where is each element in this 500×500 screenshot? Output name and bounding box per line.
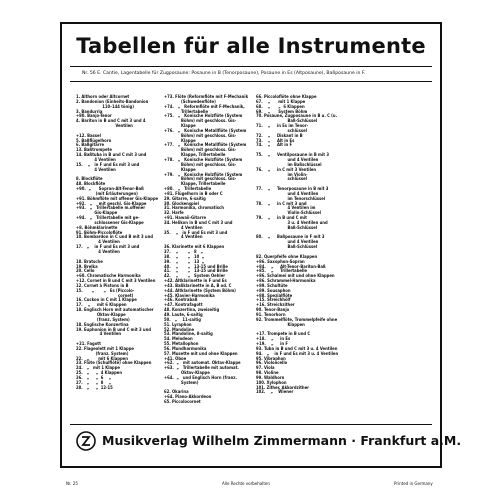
instrument-entry: 98. Violine — [256, 370, 279, 376]
instrument-entry: 15. „ in F und Es mit 3 und — [76, 161, 140, 167]
instrument-entry: 79. „ in B und C mit — [256, 215, 307, 221]
instrument-entry: 102. „ Wiener — [256, 389, 294, 395]
instrument-entry: 4 Ventilen — [76, 166, 116, 172]
instrument-entry: 52. Mandoline — [164, 326, 195, 332]
instrument-entry: +75. „ Konische Holzflöte (System — [164, 113, 243, 119]
instrument-index — [76, 95, 430, 421]
instrument-entry: 70. Posaune, Zugposaune in B u. C (u. — [256, 113, 337, 119]
instrument-entry: Böhm) mit geschloss. Gis- — [164, 147, 237, 153]
instrument-entry: 17. „ mit 6 Klappen — [76, 302, 127, 308]
instrument-entry: 23. Flöte (Schulflöte) ohne Klappen — [76, 360, 152, 366]
instrument-entry: und 4 Ventilen — [256, 190, 319, 196]
instrument-entry: 18. Englische Konzertina — [76, 321, 129, 327]
instrument-entry: 29. Gitarre, 6-saitig — [164, 195, 206, 201]
instrument-entry: +91. Böhmflöte mit offener Gis-Klappe — [76, 195, 159, 201]
instrument-entry: 110–144 tönig) — [76, 103, 134, 109]
instrument-entry: 18. Bratsche — [76, 258, 103, 264]
footer-rule — [70, 424, 432, 425]
instrument-entry: 4. Bariton in B und C mit 3 und 4 — [76, 118, 146, 124]
instrument-entry: 56. Mundharmonika — [164, 345, 207, 351]
instrument-entry: Klappe — [164, 137, 196, 143]
instrument-entry: 54. Melodeon — [164, 336, 193, 342]
instrument-entry: +60. Chromatische Harmonika — [76, 273, 141, 279]
instrument-entry: 38. „ „ 10 „ — [164, 253, 205, 259]
instrument-entry: 95. Vibraphon — [256, 355, 286, 361]
instrument-entry: 57. Musette mit und ohne Klappen — [164, 350, 238, 356]
instrument-entry: 27. „ „ 8 „ — [76, 379, 112, 385]
instrument-entry: 16. Cuckoo in C mit 1 Klappe — [76, 297, 137, 303]
instrument-entry: 4 Ventilen — [164, 224, 203, 230]
instrument-entry: 30. Glockenspiel — [164, 200, 199, 206]
instrument-entry: +76. „ Konische Metallflöte (System — [164, 127, 247, 133]
instrument-entry: +81. Flügelhorn in B oder C — [164, 190, 223, 196]
instrument-entry: 4 Ventilen — [164, 234, 203, 240]
instrument-entry: 4 Ventilen — [76, 156, 116, 162]
instrument-entry: 2. Bandonion (Einheits-Bandonion — [76, 98, 149, 104]
instrument-entry: +16. Streichzither — [256, 302, 295, 308]
zimmermann-logo-icon — [76, 431, 96, 451]
instrument-entry: und 4 Ventilen — [256, 156, 319, 162]
instrument-entry: 76. „ in C mit 3 Ventilen — [256, 166, 317, 172]
instrument-entry: 72. „ Diskant in B — [256, 132, 303, 138]
instrument-entry: 73. „ Alt in Es — [256, 137, 295, 143]
instrument-entry: 10. Bombardon in C und B mit 3 und — [76, 234, 153, 240]
instrument-entry: 4 Ventilen — [76, 331, 122, 337]
instrument-entry: 19. Brelka — [76, 263, 98, 269]
instrument-entry: Gis-Klappe — [76, 210, 118, 216]
instrument-entry: +86. Schalmei mit und ohne Klappen — [256, 273, 335, 279]
instrument-entry: 8. Blockflöte — [76, 176, 103, 182]
instrument-entry: 18. Englisch Horn mit automatischer — [76, 307, 154, 313]
instrument-entry: 65. Piccolocornet — [164, 399, 201, 405]
instrument-entry: 17. „ in F und Es mit 3 und — [76, 244, 140, 250]
instrument-entry: +44. Altklarinette (System Böhm) — [164, 287, 236, 293]
instrument-entry: 41. „ „ 13-15 und Brille — [164, 268, 228, 274]
instrument-entry: 20. Cello — [76, 268, 95, 274]
instrument-entry: 40. „ „ 13-15 und Brille — [164, 263, 228, 269]
instrument-entry: 6. Baßgitarre — [76, 142, 105, 148]
instrument-entry: 34. Helikon in B und C mit 3 und — [164, 219, 233, 225]
instrument-entry: +90. „ Sopran-Alt-Tenor-Baß — [76, 186, 144, 192]
instrument-entry: Klappe, Trillertabelle — [164, 181, 226, 187]
instrument-column-2 — [164, 95, 256, 405]
instrument-entry: 49. Laute, 6-saitig — [164, 311, 203, 317]
instrument-entry: +43. Baßklarinette in A, B od. C — [164, 282, 232, 288]
instrument-entry: +47. Kontrafagott — [164, 302, 203, 308]
instrument-column-3 — [256, 95, 348, 395]
instrument-entry: (mit Erläuterungen) — [76, 190, 138, 196]
instrument-entry: cornet) — [76, 292, 134, 298]
page-frame — [60, 22, 462, 468]
instrument-entry: im Violin- — [256, 171, 308, 177]
instrument-entry: Klappe — [164, 123, 196, 129]
instrument-entry: Baß-Schlüssel — [256, 244, 318, 250]
instrument-entry: 25. „ „ 4 Klappen — [76, 370, 123, 376]
instrument-entry: 24. „ mit 1 Klappe — [76, 365, 120, 371]
instrument-entry: 68. „ „ 6 Klappen — [256, 103, 305, 109]
footer-catalog-number: Nr. 25 — [66, 481, 78, 486]
instrument-entry: +86. Saxophon-Sopran — [256, 258, 305, 264]
instrument-entry: 1. Althorn oder Altcornet — [76, 94, 130, 99]
instrument-entry: und 4 Ventilen — [256, 239, 319, 245]
instrument-entry: Klappen — [256, 321, 305, 327]
instrument-entry: 94. „ in F und Es mit 3 u. 4 Ventilen — [256, 350, 339, 356]
instrument-entry: 77. „ Tenorposaune in B mit 3 — [256, 186, 329, 192]
instrument-entry: +42. Altklarinette in F und Es — [164, 278, 227, 284]
instrument-entry: 51. Lyraphon — [164, 321, 192, 327]
instrument-entry: 66. Piccoloflöte ohne Klappe — [256, 94, 317, 99]
instrument-entry: 91. Tenorhorn — [256, 311, 286, 317]
instrument-entry: Böhm) mit geschloss. Gis- — [164, 176, 237, 182]
instrument-entry: (Schwedenflöte) — [164, 98, 216, 104]
instrument-entry: +63. „ Trillertabelle mit automat. — [164, 365, 239, 371]
instrument-entry: +15. Streichhölf — [256, 297, 291, 303]
instrument-entry: +86. Schrammel-Harmonika — [256, 278, 316, 284]
instrument-entry: +64. Piano-Akkordeon — [164, 394, 212, 400]
instrument-entry: 69. „ System Böhm — [256, 108, 308, 114]
subtitle-rule — [70, 81, 432, 82]
instrument-entry: schlüssel — [256, 127, 307, 133]
instrument-entry: 22. Flageolett mit 1 Klappe — [76, 345, 134, 351]
instrument-entry: Klappe — [164, 166, 196, 172]
instrument-entry: 101. Zither, Akkordzither — [256, 384, 309, 390]
instrument-entry: +88. Spezialflöte — [256, 292, 293, 298]
instrument-entry: 28. „ „ 12-15 — [76, 384, 113, 390]
instrument-entry: 19. Euphonion in B und C mit 3 und — [76, 326, 151, 332]
instrument-column-1 — [76, 95, 166, 390]
instrument-entry: (franz. System) — [76, 316, 130, 322]
instrument-entry: +78. „ Konische Holzflöte (System — [164, 156, 243, 162]
instrument-entry: +80. „ Trillertabelle — [164, 186, 212, 192]
instrument-entry: 90. Tenor-Banjo — [256, 307, 290, 313]
instrument-entry: 3. Bandurria — [76, 108, 103, 114]
instrument-entry: Baß-Schlüssel — [256, 118, 318, 124]
title-rule — [70, 66, 432, 67]
instrument-entry: Oktav-Klappe — [164, 370, 210, 376]
instrument-entry: 26. „ „ 6 „ — [76, 374, 112, 380]
instrument-entry: +12. Cornet in B und C mit 3 Ventilen — [76, 278, 156, 284]
instrument-entry: 3 u. 4 Ventilen und — [256, 219, 328, 225]
footer-rights: Alle Rechte vorbehalten — [222, 481, 270, 486]
instrument-entry: +85. „ Trillertabelle — [256, 268, 308, 274]
instrument-entry: 78. „ in C mit 3 und — [256, 200, 307, 206]
instrument-entry: 13. Baßtrompete — [76, 147, 112, 153]
instrument-entry: +74. „ Reformflöte mit F-Mechanik, — [164, 103, 245, 109]
instrument-entry: 71. „ in Es im Tenor- — [256, 123, 309, 129]
instrument-entry: im Tenorschlüssel — [256, 195, 326, 201]
instrument-entry: 48. Konzertina, zweiseitig — [164, 307, 220, 313]
instrument-entry: schlüssel — [256, 176, 307, 182]
instrument-entry: 80. „ Baßposaune in F mit 3 — [256, 234, 325, 240]
instrument-entry: Böhm) mit geschloss. Gis- — [164, 118, 237, 124]
instrument-entry: 100. Xylophon — [256, 379, 287, 385]
instrument-entry: 4 Ventilen im — [256, 205, 316, 211]
instrument-entry: 39. „ „ 13 „ — [164, 258, 205, 264]
instrument-entry: 42. „ „ System Oehler — [164, 273, 226, 279]
instrument-entry: 92. Trommelflöte, Trommelpfeife ohne — [256, 316, 338, 322]
instrument-entry: +89. Sousaphon — [256, 287, 291, 293]
instrument-entry: +8. Böhmklarinette — [76, 224, 118, 230]
instrument-entry: System) — [164, 379, 199, 385]
instrument-entry: im Baßschlüssel — [256, 161, 322, 167]
instrument-entry: +92. „ mit geschl. Gis-Klappe — [76, 200, 147, 206]
instrument-entry: 36. Klarinette mit 6 Klappen — [164, 244, 225, 250]
instrument-entry: Oktav-Klappe — [76, 311, 126, 317]
instrument-entry: 97. Viola — [256, 365, 275, 371]
instrument-entry: (franz. System) — [76, 350, 129, 356]
instrument-entry: 32. Harfe — [164, 210, 184, 216]
instrument-entry: 99. Waldhorn — [256, 374, 285, 380]
subtitle: Nr. 56 E. Cantie, Lagentabelle für Zugposaune: Posaune in B (Tenorposaune), Posaune in Es (Altposaune), Baßposaune in F. — [82, 71, 366, 76]
instrument-entry: 67. „ mit 1 Klappe — [256, 98, 306, 104]
instrument-entry: +17. Trompete in B und C — [256, 331, 311, 337]
instrument-entry: 4 Ventilen — [76, 249, 120, 254]
instrument-entry: Ventilen — [76, 123, 133, 129]
instrument-entry: +21. Fagott — [76, 341, 101, 347]
instrument-entry: 75. „ Ventilposaune in B mit 3 — [256, 152, 329, 158]
instrument-entry: 31. Harmonika, chromatisch — [164, 205, 224, 211]
instrument-entry: 53. Mandoline, 8-saitig — [164, 331, 213, 337]
instrument-entry: Böhm) mit geschloss. Gis- — [164, 132, 237, 138]
instrument-entry: schlossener Gis-Klappe — [76, 219, 144, 225]
instrument-entry: 14. Baßtuba in B und C mit 3 und — [76, 152, 147, 158]
instrument-entry: 55. Metallophon — [164, 341, 199, 347]
instrument-entry: 15. „ „ Es (Piccolo- — [76, 287, 135, 293]
instrument-entry: +94. „ Trillertabelle mit ge- — [76, 215, 140, 221]
instrument-entry: +80. Banjo-Tenor — [76, 113, 112, 119]
instrument-entry: 93. Tuba in B und C mit 3 u. 4 Ventilen — [256, 345, 338, 351]
instrument-entry: Violin-Schlüssel — [256, 210, 321, 216]
instrument-entry: Baß-Schlüssel — [256, 224, 318, 230]
instrument-entry: 74. „ Alt in F — [256, 142, 293, 148]
instrument-entry: +73. Flöte (Reformflöte mit F-Mechanik — [164, 94, 249, 99]
instrument-entry: +45. Klavier-Harmonika — [164, 292, 215, 298]
instrument-entry: +89. Schultüte — [256, 282, 288, 288]
page-title: Tabellen für alle Instrumente — [76, 34, 426, 58]
instrument-entry: +46. Kontrabaß — [164, 297, 198, 303]
instrument-entry: Böhm) mit geschloss. Gis- — [164, 161, 237, 167]
instrument-entry: +93. „ Trillertabelle m.offener — [76, 205, 146, 211]
instrument-entry: 62. Okarina — [164, 389, 189, 395]
instrument-entry: +62. „ mit automat. Oktav-Klappe — [164, 360, 241, 366]
instrument-entry: +91. Hawaii-Gitarre — [164, 215, 206, 221]
instrument-entry: 4 Ventilen — [76, 239, 120, 245]
instrument-entry: +64. „ und Englisch Horn (franz. — [164, 374, 237, 380]
instrument-entry: +41. Oboe — [164, 355, 187, 361]
instrument-entry: 35. „ in F und Es mit 3 und — [164, 229, 228, 235]
instrument-entry: 96. Violoncello — [256, 360, 288, 366]
instrument-entry: Klappe, Trillertabelle — [164, 152, 226, 158]
instrument-entry: 37. „ „ 8 „ — [164, 249, 204, 254]
instrument-entry: +79. „ Konische Holzflöte (System — [164, 171, 243, 177]
instrument-entry: 50. „ 11-saitig — [164, 316, 201, 322]
instrument-entry: 5. Baßflügelhorn — [76, 137, 112, 143]
instrument-entry: +19. „ in F — [256, 341, 288, 347]
instrument-entry: +18. „ in Es — [256, 336, 291, 342]
instrument-entry: 91. Böhm-Piccoloflöte — [76, 229, 123, 235]
instrument-entry: Trillertabelle — [164, 108, 209, 114]
instrument-entry: 82. Querpfeife ohne Klappen — [256, 253, 318, 259]
footer-print-origin: Printed in Germany — [394, 481, 433, 486]
instrument-entry: 48. Blockflöte — [76, 181, 106, 187]
instrument-entry: 12. Cornet à Pistons in B — [76, 282, 129, 288]
instrument-entry: +77. „ Konische Metallflöte (System — [164, 142, 247, 148]
instrument-entry: 22. „ mit 6 Klappen — [76, 355, 128, 361]
publisher-name: Musikverlag Wilhelm Zimmermann · Frankfurt a.M. — [102, 433, 462, 448]
instrument-entry: +12. Bassel — [76, 132, 101, 138]
instrument-entry: +84. „ Alt-Tenor-Bariton-Baß — [256, 263, 326, 269]
